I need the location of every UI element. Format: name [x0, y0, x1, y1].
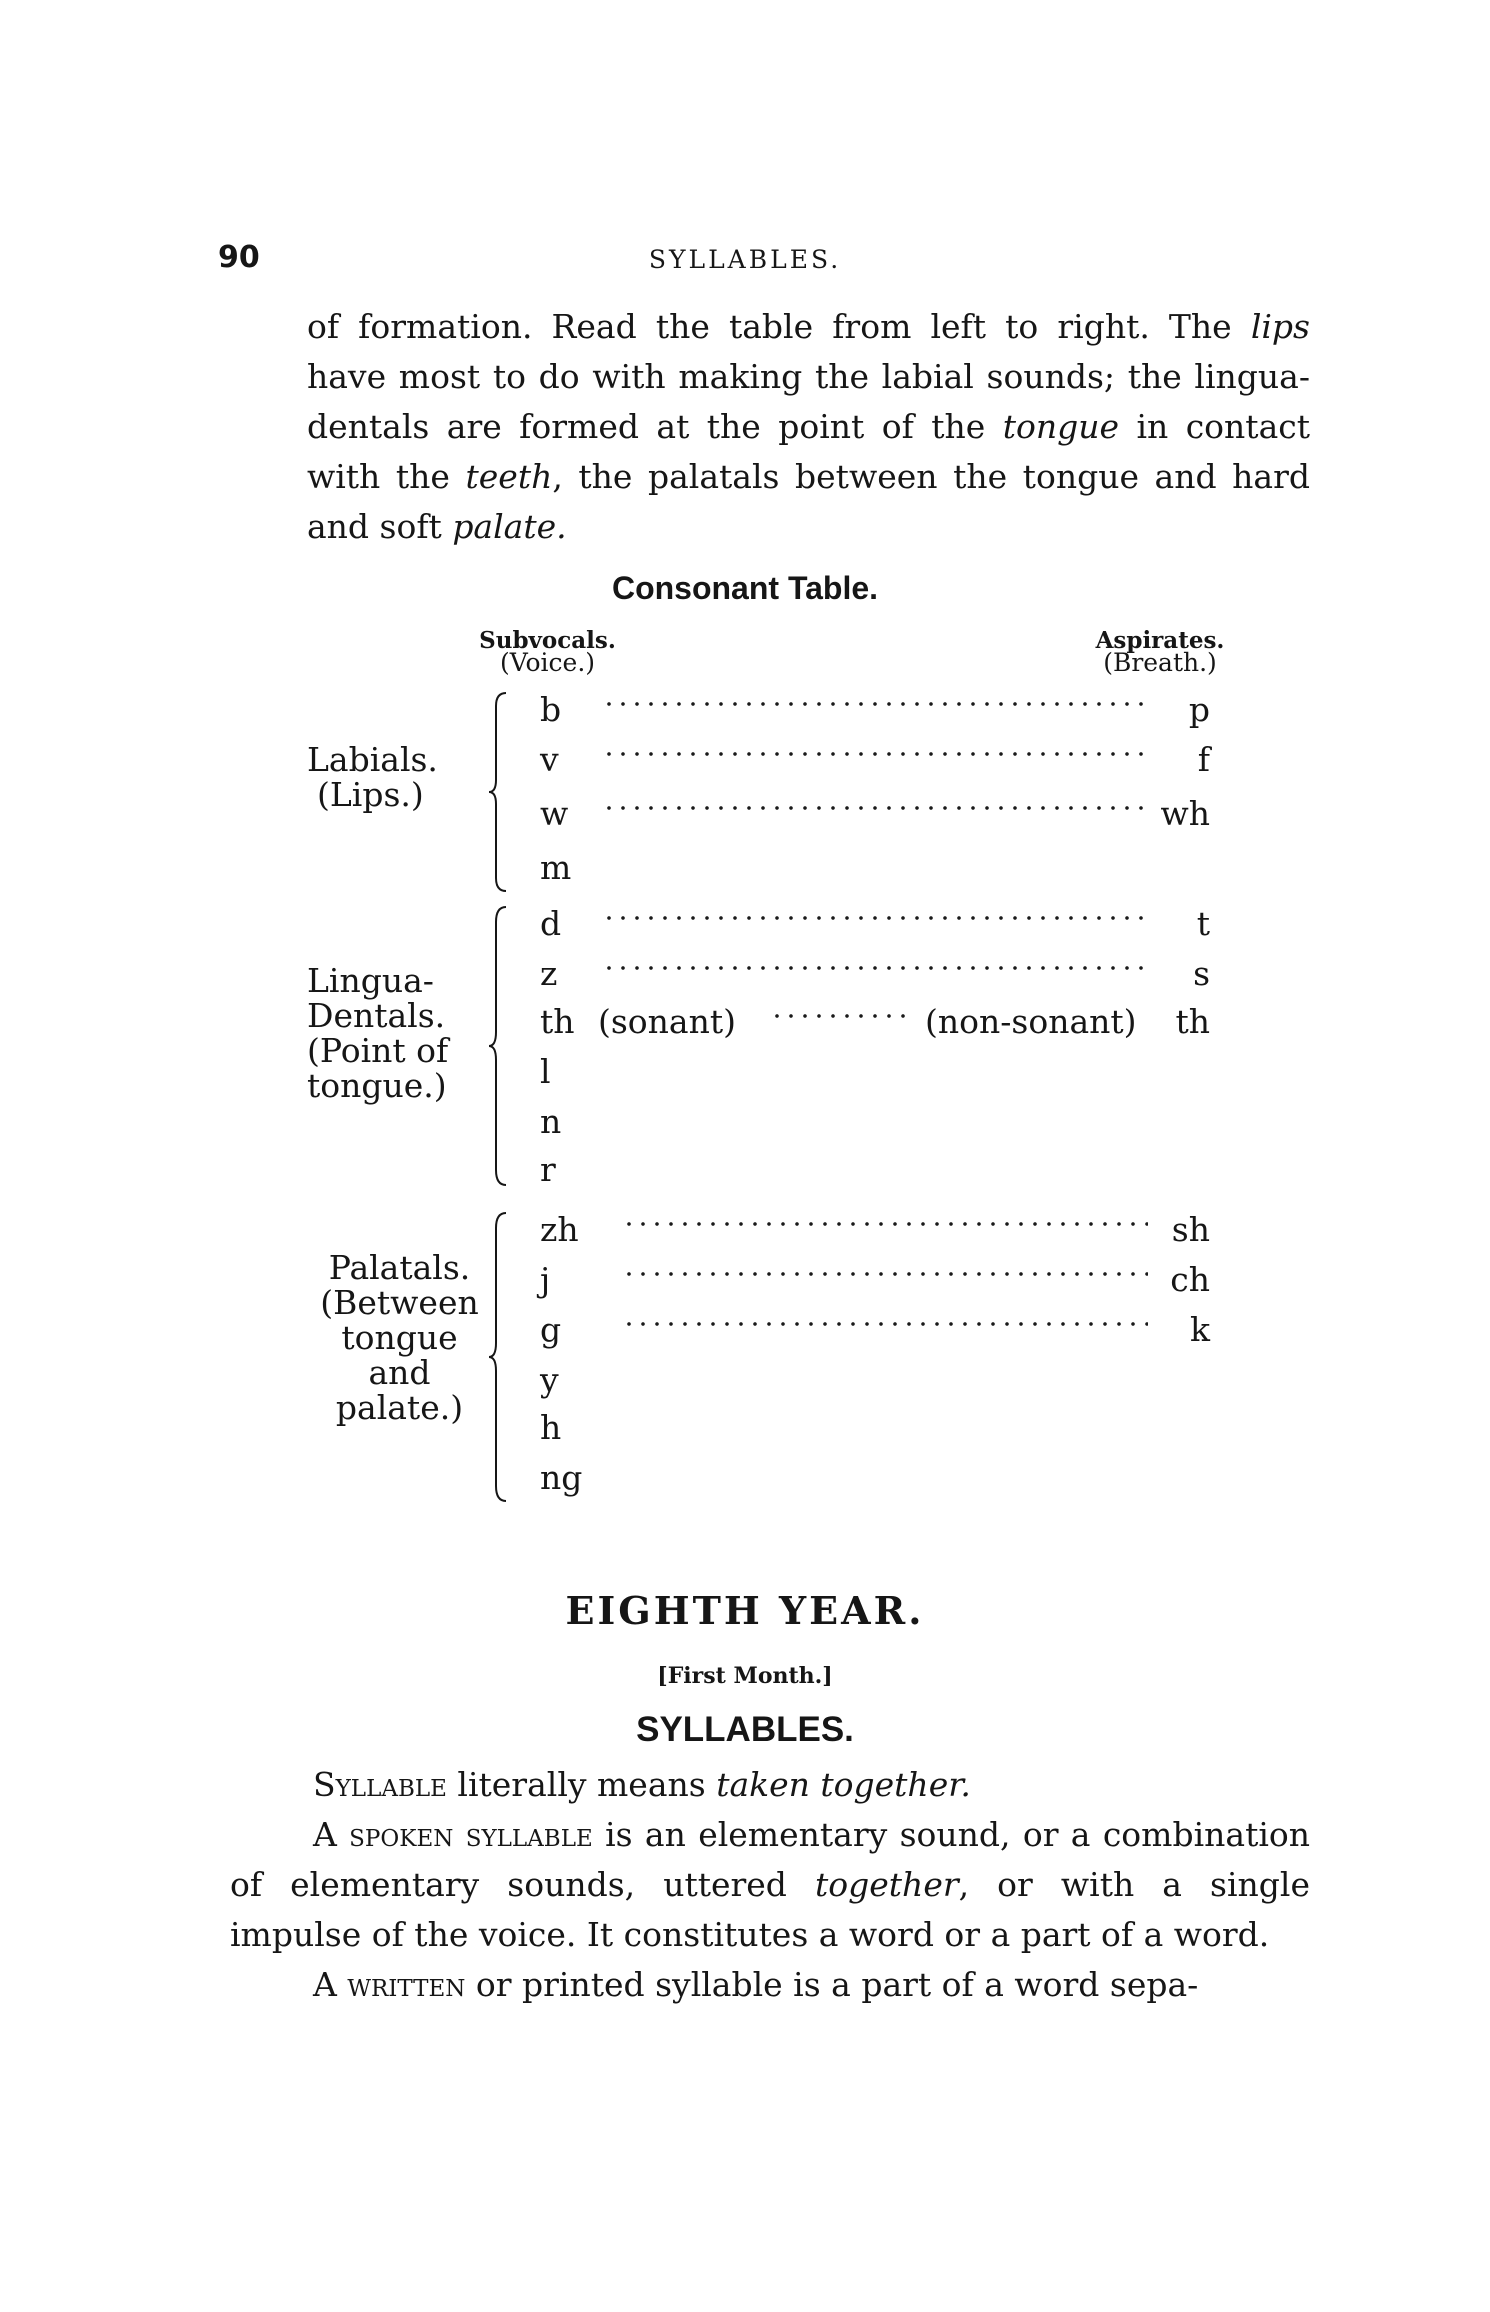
subvocals-header: [455, 627, 640, 677]
palatals-label-line4: and: [368, 1353, 431, 1392]
consonant-s: s: [1193, 954, 1210, 993]
consonant-y: y: [540, 1360, 559, 1399]
consonant-k: k: [1190, 1310, 1210, 1349]
intro-paragraph: [307, 302, 1310, 552]
term-together: together: [815, 1865, 959, 1904]
palatals-label-line1: Palatals.: [328, 1248, 471, 1287]
section-title: EIGHTH YEAR.: [565, 1588, 925, 1633]
consonant-r: r: [540, 1150, 556, 1189]
aspirates-sub: (Breath.): [1103, 648, 1217, 677]
lingua-label-line3: (Point of: [307, 1031, 449, 1070]
paragraph-syllable-text: literally means: [446, 1765, 717, 1804]
palatals-label: [312, 1250, 487, 1425]
lingua-row-4: [540, 1052, 1210, 1092]
paragraph-written-text: or printed syllable is a part of a word sepa-: [465, 1965, 1199, 2004]
consonant-v: v: [540, 740, 559, 779]
consonant-w: w: [540, 794, 569, 833]
consonant-th-non-sonant: th: [1175, 1002, 1210, 1041]
palatals-row-2: [540, 1260, 1210, 1300]
labials-row-3: [540, 794, 1210, 834]
subvocals-label: Subvocals.: [479, 627, 616, 654]
lingua-row-6: [540, 1150, 1210, 1190]
consonant-g: g: [540, 1310, 562, 1349]
term-written: A written: [313, 1965, 466, 2004]
consonant-h: h: [540, 1408, 562, 1447]
consonant-f: f: [1197, 740, 1210, 779]
intro-text-5: in contact with the: [307, 407, 1310, 496]
palatals-label-line2: (Between: [320, 1283, 479, 1322]
lingua-label-line1: Lingua-: [307, 961, 434, 1000]
palatals-label-line5: palate.): [335, 1388, 464, 1427]
lingua-row-2: [540, 954, 1210, 994]
table-title: Consonant Table.: [611, 570, 879, 606]
page-number: 90: [218, 240, 260, 275]
labials-brace: [488, 692, 508, 892]
labials-row-1: [540, 690, 1210, 730]
leader-dots: [622, 1222, 1148, 1226]
leader-dots: [622, 1272, 1148, 1276]
labials-label-line2: (Lips.): [317, 775, 424, 814]
lingua-row-3: [540, 1002, 1210, 1042]
intro-text-3: have most to do with making the labial sounds; the lingua-dentals are formed at the point of the: [307, 357, 1310, 446]
leader-dots: [602, 752, 1148, 756]
intro-text-1: of formation. Read the table from left to right. The: [307, 307, 1251, 346]
palatals-row-1: [540, 1210, 1210, 1250]
intro-em-lips: lips: [1250, 307, 1310, 346]
intro-em-teeth: teeth: [465, 457, 553, 496]
leader-dots: [622, 1322, 1148, 1326]
subvocals-sub: (Voice.): [499, 648, 596, 677]
section-subtitle: SYLLABLES.: [636, 1710, 854, 1749]
consonant-j: j: [540, 1260, 551, 1299]
paragraph-spoken-text-2: , or with a single impulse of the voice. It constitutes a word or a part of a word.: [230, 1865, 1310, 1954]
intro-em-tongue: tongue: [1002, 407, 1120, 446]
labials-row-4: [540, 848, 1210, 888]
consonant-t: t: [1196, 904, 1210, 943]
palatals-row-6: [540, 1458, 1210, 1498]
palatals-label-line3: tongue: [341, 1318, 458, 1357]
labials-label: [307, 742, 438, 812]
leader-dots: [602, 702, 1148, 706]
term-taken-together: taken together.: [716, 1765, 971, 1804]
consonant-zh: zh: [540, 1210, 579, 1249]
lingua-brace: [488, 906, 508, 1186]
aspirates-label: Aspirates.: [1095, 627, 1225, 654]
leader-dots: [602, 916, 1148, 920]
intro-em-palate: palate.: [452, 507, 567, 546]
consonant-z: z: [540, 954, 558, 993]
palatals-row-3: [540, 1310, 1210, 1350]
palatals-row-5: [540, 1408, 1210, 1448]
palatals-row-4: [540, 1360, 1210, 1400]
paragraph-spoken: [230, 1810, 1310, 1960]
leader-dots: [770, 1014, 905, 1018]
labials-label-line1: Labials.: [307, 740, 438, 779]
consonant-n: n: [540, 1102, 562, 1141]
sonant-note: (sonant): [598, 1002, 736, 1041]
consonant-p: p: [1188, 690, 1210, 729]
consonant-b: b: [540, 690, 562, 729]
consonant-l: l: [540, 1052, 551, 1091]
consonant-d: d: [540, 904, 562, 943]
lingua-row-5: [540, 1102, 1210, 1142]
consonant-ch: ch: [1170, 1260, 1210, 1299]
syllables-paragraphs: [230, 1760, 1310, 2010]
consonant-m: m: [540, 848, 572, 887]
consonant-wh: wh: [1160, 794, 1210, 833]
consonant-sh: sh: [1171, 1210, 1210, 1249]
leader-dots: [602, 966, 1148, 970]
lingua-label-line4: tongue.): [307, 1066, 447, 1105]
consonant-ng: ng: [540, 1458, 583, 1497]
labials-row-2: [540, 740, 1210, 780]
term-spoken-syllable: A spoken syllable: [313, 1815, 593, 1854]
paragraph-written: [230, 1960, 1310, 2010]
paragraph-syllable: [230, 1760, 1310, 1810]
section-month: [First Month.]: [657, 1663, 833, 1689]
non-sonant-note: (non-sonant): [925, 1002, 1137, 1041]
running-head: SYLLABLES.: [648, 245, 842, 274]
lingua-label-line2: Dentals.: [307, 996, 446, 1035]
palatals-brace: [488, 1212, 508, 1502]
lingua-label: [307, 963, 448, 1103]
lingua-row-1: [540, 904, 1210, 944]
term-syllable: Syllable: [313, 1765, 447, 1804]
consonant-th-sonant: th: [540, 1002, 575, 1041]
paragraph-spoken-text-1: is an elementary sound, or a combination of elementary sounds, uttered: [230, 1815, 1311, 1904]
aspirates-header: [1075, 627, 1245, 677]
intro-text-7: , the palatals between the tongue and hard and soft: [307, 457, 1310, 546]
leader-dots: [602, 806, 1148, 810]
